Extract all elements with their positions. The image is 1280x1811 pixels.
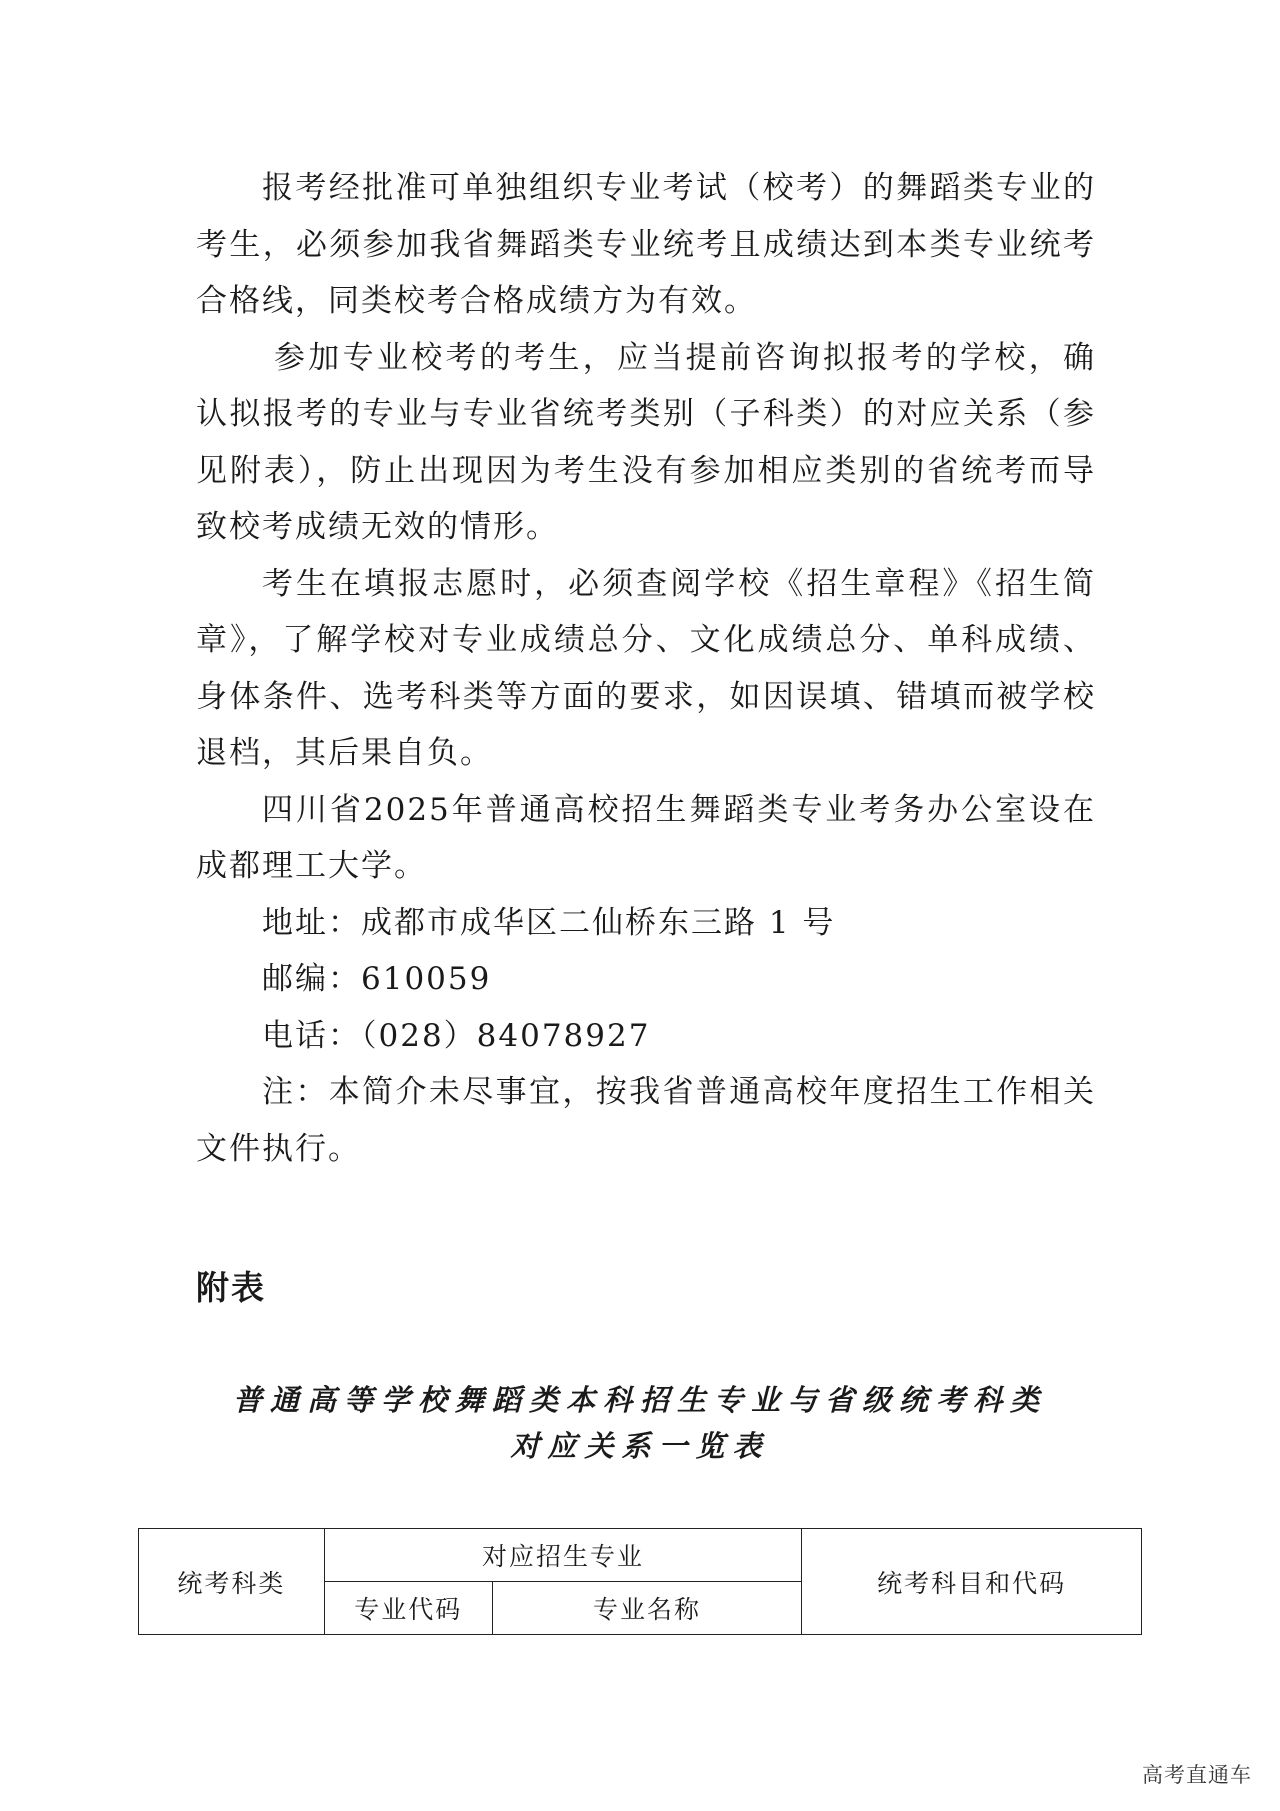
table-title-line2: 对应关系一览表 [510,1429,770,1463]
watermark-text: 高考直通车 [1142,1763,1252,1787]
contact-postcode: 邮编：610059 [262,961,492,997]
header-exam-category: 统考科类 [139,1529,325,1635]
header-major-group: 对应招生专业 [324,1529,802,1582]
contact-phone: 电话：（028）84078927 [262,1017,651,1054]
contact-address: 地址：成都市成华区二仙桥东三路 1 号 [262,904,836,941]
header-subject-code: 统考科目和代码 [802,1529,1142,1635]
major-category-table [138,1528,1142,1635]
table-header-row [139,1529,1142,1582]
paragraph-note: 注：本简介未尽事宜，按我省普通高校年度招生工作相关文件执行。 [196,1074,1096,1167]
body-text [196,160,1096,1177]
paragraph-application-notice: 考生在填报志愿时，必须查阅学校《招生章程》《招生简章》，了解学校对专业成绩总分、文化成绩总分、单科成绩、身体条件、选考科类等方面的要求，如因误填、错填而被学校退档，其后果自负。 [196,565,1096,771]
paragraph-school-exam-requirement: 报考经批准可单独组织专业考试（校考）的舞蹈类专业的考生，必须参加我省舞蹈类专业统考且成绩达到本类专业统考合格线，同类校考合格成绩方为有效。 [196,170,1096,319]
paragraph-consult-school: 参加专业校考的考生，应当提前咨询拟报考的学校，确认拟报考的专业与专业省统考类别（子科类）的对应关系（参见附表），防止出现因为考生没有参加相应类别的省统考而导致校考成绩无效的情形。 [196,339,1096,545]
paragraph-exam-office: 四川省2025年普通高校招生舞蹈类专业考务办公室设在成都理工大学。 [196,791,1096,884]
header-major-name: 专业名称 [492,1582,802,1635]
header-major-code: 专业代码 [324,1582,492,1635]
appendix-label: 附表 [196,1268,266,1307]
table-title-line1: 普通高等学校舞蹈类本科招生专业与省级统考科类 [232,1383,1047,1417]
